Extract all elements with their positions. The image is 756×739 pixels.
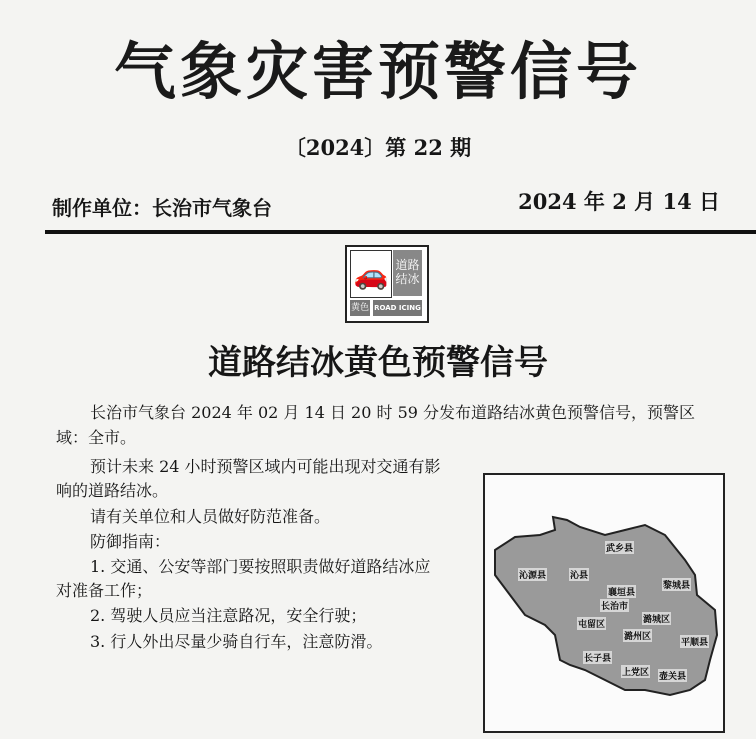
body-line: 长治市气象台 2024 年 02 月 14 日 20 时 59 分发布道路结冰黄色预警信号，预警区 xyxy=(90,403,696,422)
document-title: 气象灾害预警信号 xyxy=(113,35,642,108)
body-line: 对准备工作； xyxy=(56,581,153,600)
icon-english: ROAD ICING xyxy=(373,300,422,316)
map-label: 沁县 xyxy=(569,568,589,581)
skidding-car-icon: 🚗 xyxy=(350,250,392,298)
map-label: 沁源县 xyxy=(518,568,547,581)
map-label: 长治市 xyxy=(600,599,629,612)
map-label: 平顺县 xyxy=(680,635,709,648)
issue-date: 2024 年 2 月 14 日 xyxy=(518,189,720,214)
body-line: 域：全市。 xyxy=(56,428,137,447)
header-divider xyxy=(45,230,756,234)
icon-color-label: 黄色 xyxy=(350,300,370,316)
body-line: 2. 驾驶人员应当注意路况，安全行驶； xyxy=(90,606,367,625)
map-label: 潞州区 xyxy=(623,629,652,642)
map-label: 屯留区 xyxy=(577,617,606,630)
body-line: 响的道路结冰。 xyxy=(56,481,169,500)
body-line: 防御指南： xyxy=(90,532,171,551)
body-line: 请有关单位和人员做好防范准备。 xyxy=(90,507,331,526)
body-line: 1. 交通、公安等部门要按照职责做好道路结冰应 xyxy=(90,557,431,576)
map-label: 武乡县 xyxy=(605,541,634,554)
map-label: 壶关县 xyxy=(658,669,687,682)
issue-number: 〔2024〕第 22 期 xyxy=(284,135,472,160)
map-label: 襄垣县 xyxy=(607,585,636,598)
map-label: 黎城县 xyxy=(662,578,691,591)
map-label: 潞城区 xyxy=(642,612,671,625)
warning-area-map xyxy=(483,473,725,733)
map-label: 长子县 xyxy=(583,651,612,664)
map-label: 上党区 xyxy=(621,665,650,678)
issuing-unit: 制作单位：长治市气象台 xyxy=(52,196,272,220)
icon-name: 道路结冰 xyxy=(393,250,422,296)
warning-heading: 道路结冰黄色预警信号 xyxy=(208,343,548,383)
road-icing-warning-icon xyxy=(345,245,429,323)
body-line: 预计未来 24 小时预警区域内可能出现对交通有影 xyxy=(90,457,441,476)
body-line: 3. 行人外出尽量少骑自行车，注意防滑。 xyxy=(90,632,383,651)
